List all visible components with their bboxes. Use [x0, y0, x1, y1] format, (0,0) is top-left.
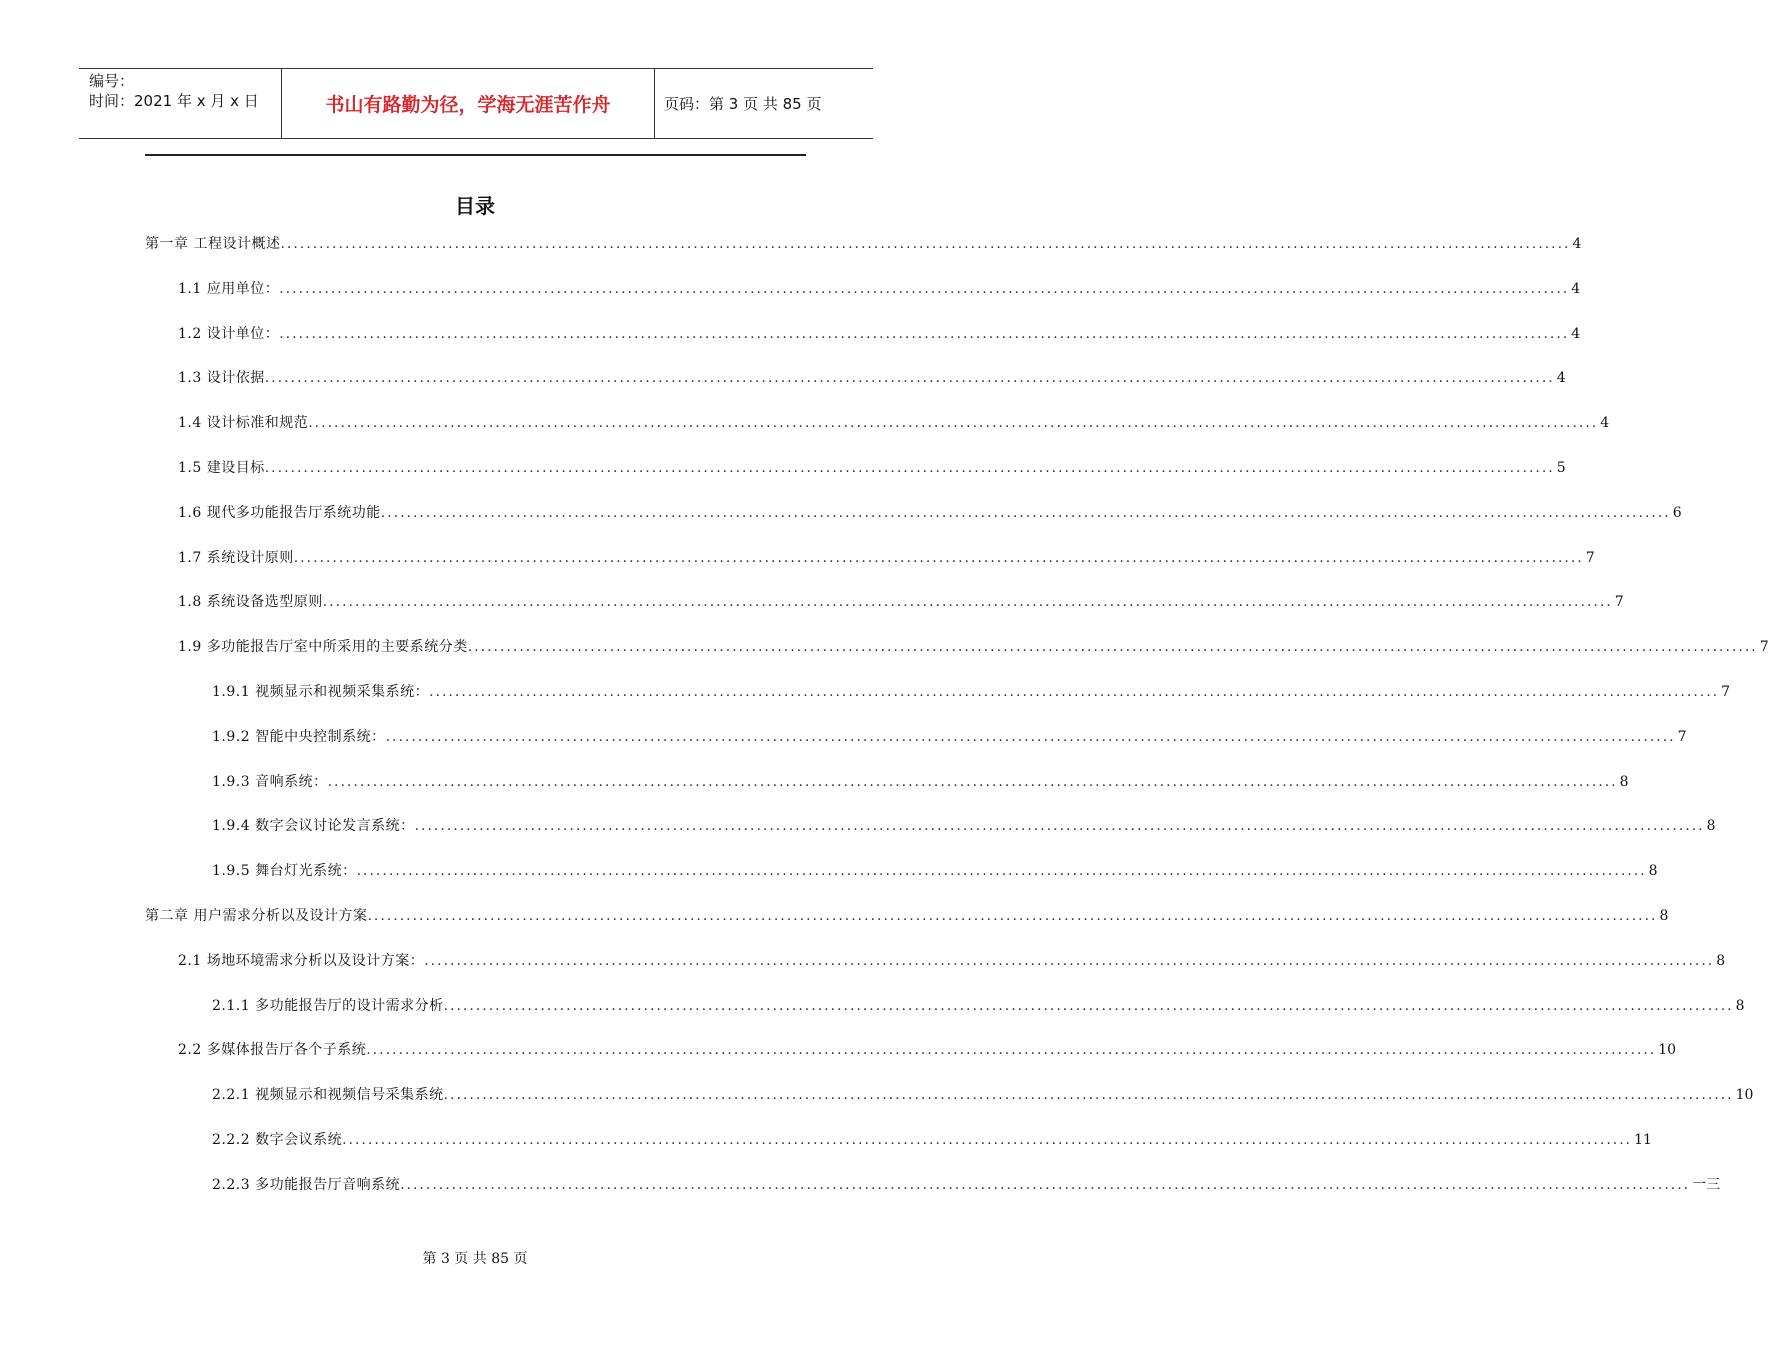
toc-entry-label: 1.7 系统设计原则 [178, 550, 294, 566]
header-rule [145, 154, 806, 156]
toc-entry[interactable] [178, 278, 1581, 302]
toc-entry-label: 1.1 应用单位： [178, 281, 280, 297]
toc-entry-label: 2.2.3 多功能报告厅音响系统 [212, 1177, 401, 1193]
toc-entry-label: 第二章 用户需求分析以及设计方案 [145, 908, 368, 924]
toc-entry[interactable] [178, 950, 1726, 974]
toc-leader-dots: ........................................................................................................................................................................................................ [293, 550, 1584, 566]
toc-entry[interactable] [178, 591, 1624, 615]
toc-entry[interactable] [178, 412, 1610, 436]
toc-entry-label: 1.6 现代多功能报告厅系统功能 [178, 505, 381, 521]
toc-entry-page: 10 [1658, 1042, 1677, 1058]
toc-entry[interactable] [178, 502, 1682, 526]
toc-entry[interactable] [178, 367, 1566, 391]
toc-entry-page: 7 [1677, 729, 1687, 745]
toc-entry-page: 8 [1735, 998, 1745, 1014]
toc-entry-page: 7 [1721, 684, 1731, 700]
toc-entry-label: 第一章 工程设计概述 [145, 236, 281, 252]
toc-entry[interactable] [212, 681, 1731, 705]
toc-entry[interactable] [212, 771, 1629, 795]
time-label: 时间：2021 年 x 月 x 日 [89, 92, 259, 110]
toc-entry-label: 2.1 场地环境需求分析以及设计方案： [178, 953, 425, 969]
toc-entry-label: 1.5 建设目标 [178, 460, 265, 476]
toc-leader-dots: ........................................................................................................................................................................................................ [414, 818, 1705, 834]
toc-leader-dots: ........................................................................................................................................................................................................ [443, 998, 1734, 1014]
toc-leader-dots: ........................................................................................................................................................................................................ [443, 1087, 1734, 1103]
toc-entry-page: 7 [1614, 594, 1624, 610]
toc-entry-page: 4 [1571, 281, 1581, 297]
toc-entry-page: 10 [1735, 1087, 1754, 1103]
toc-entry-label: 1.3 设计依据 [178, 370, 265, 386]
toc-entry[interactable] [212, 995, 1745, 1019]
toc-leader-dots: ........................................................................................................................................................................................................ [429, 684, 1720, 700]
toc-entry-page: 7 [1585, 550, 1595, 566]
toc-leader-dots: ........................................................................................................................................................................................................ [385, 729, 1676, 745]
toc-entry-page: 8 [1648, 863, 1658, 879]
toc-leader-dots: ........................................................................................................................................................................................................ [327, 774, 1618, 790]
toc-leader-dots: ........................................................................................................................................................................................................ [279, 326, 1570, 342]
toc-leader-dots: ........................................................................................................................................................................................................ [322, 594, 1613, 610]
page-header [79, 68, 873, 139]
toc-leader-dots: ........................................................................................................................................................................................................ [467, 639, 1758, 655]
toc-entry[interactable] [178, 457, 1566, 481]
toc-entry[interactable] [178, 636, 1769, 660]
toc-entry-label: 1.9.5 舞台灯光系统： [212, 863, 357, 879]
toc-entry-label: 2.2 多媒体报告厅各个子系统 [178, 1042, 367, 1058]
toc-leader-dots: ........................................................................................................................................................................................................ [424, 953, 1715, 969]
header-page-info: 页码：第 3 页 共 85 页 [664, 95, 822, 113]
toc-entry[interactable] [212, 1129, 1652, 1153]
toc-leader-dots: ........................................................................................................................................................................................................ [342, 1132, 1633, 1148]
toc-entry-label: 2.1.1 多功能报告厅的设计需求分析 [212, 998, 444, 1014]
toc-entry-page: 4 [1572, 236, 1582, 252]
toc-leader-dots: ........................................................................................................................................................................................................ [264, 370, 1555, 386]
toc-entry[interactable] [178, 547, 1595, 571]
toc-entry-label: 1.9 多功能报告厅室中所采用的主要系统分类 [178, 639, 468, 655]
toc-entry-label: 1.9.1 视频显示和视频采集系统： [212, 684, 430, 700]
toc-entry[interactable] [212, 860, 1658, 884]
toc-entry-page: 4 [1571, 326, 1581, 342]
toc-entry-page: 5 [1556, 460, 1566, 476]
toc-entry-label: 1.4 设计标准和规范 [178, 415, 309, 431]
header-meta [79, 69, 281, 138]
toc-entry[interactable] [145, 233, 1582, 257]
toc-entry-label: 1.2 设计单位： [178, 326, 280, 342]
toc-entry[interactable] [178, 323, 1581, 347]
toc-entry-page: 6 [1672, 505, 1682, 521]
toc-entry-page: 7 [1759, 639, 1769, 655]
toc-leader-dots: ........................................................................................................................................................................................................ [280, 236, 1571, 252]
toc-entry-label: 2.2.2 数字会议系统 [212, 1132, 343, 1148]
toc-leader-dots: ........................................................................................................................................................................................................ [400, 1177, 1691, 1193]
toc-entry-page: 4 [1600, 415, 1610, 431]
toc-entry-label: 2.2.1 视频显示和视频信号采集系统 [212, 1087, 444, 1103]
toc-entry-page: 8 [1716, 953, 1726, 969]
toc-leader-dots: ........................................................................................................................................................................................................ [264, 460, 1555, 476]
toc-leader-dots: ........................................................................................................................................................................................................ [380, 505, 1671, 521]
toc-entry-label: 1.9.3 音响系统： [212, 774, 328, 790]
toc-entry-label: 1.8 系统设备选型原则 [178, 594, 323, 610]
toc-entry[interactable] [145, 905, 1669, 929]
header-motto: 书山有路勤为径，学海无涯苦作舟 [281, 69, 655, 138]
toc-entry-page: 8 [1706, 818, 1716, 834]
toc-entry[interactable] [212, 726, 1687, 750]
toc-entry-page: 一三 [1692, 1177, 1721, 1193]
toc-entry-page: 4 [1556, 370, 1566, 386]
toc-entry-label: 1.9.4 数字会议讨论发言系统： [212, 818, 415, 834]
page-footer: 第 3 页 共 85 页 [422, 1251, 528, 1267]
toc-entry[interactable] [212, 1174, 1721, 1198]
number-label: 编号： [89, 72, 135, 90]
toc-entry-label: 1.9.2 智能中央控制系统： [212, 729, 386, 745]
toc-leader-dots: ........................................................................................................................................................................................................ [367, 908, 1658, 924]
toc-title: 目录 [455, 194, 495, 218]
toc-leader-dots: ........................................................................................................................................................................................................ [279, 281, 1570, 297]
toc-entry-page: 8 [1659, 908, 1669, 924]
toc-leader-dots: ........................................................................................................................................................................................................ [366, 1042, 1657, 1058]
toc-leader-dots: ........................................................................................................................................................................................................ [356, 863, 1647, 879]
toc-entry-page: 11 [1634, 1132, 1652, 1148]
toc-leader-dots: ........................................................................................................................................................................................................ [308, 415, 1599, 431]
toc-entry[interactable] [212, 815, 1716, 839]
toc-entry[interactable] [178, 1039, 1677, 1063]
toc-entry[interactable] [212, 1084, 1754, 1108]
toc-entry-page: 8 [1619, 774, 1629, 790]
